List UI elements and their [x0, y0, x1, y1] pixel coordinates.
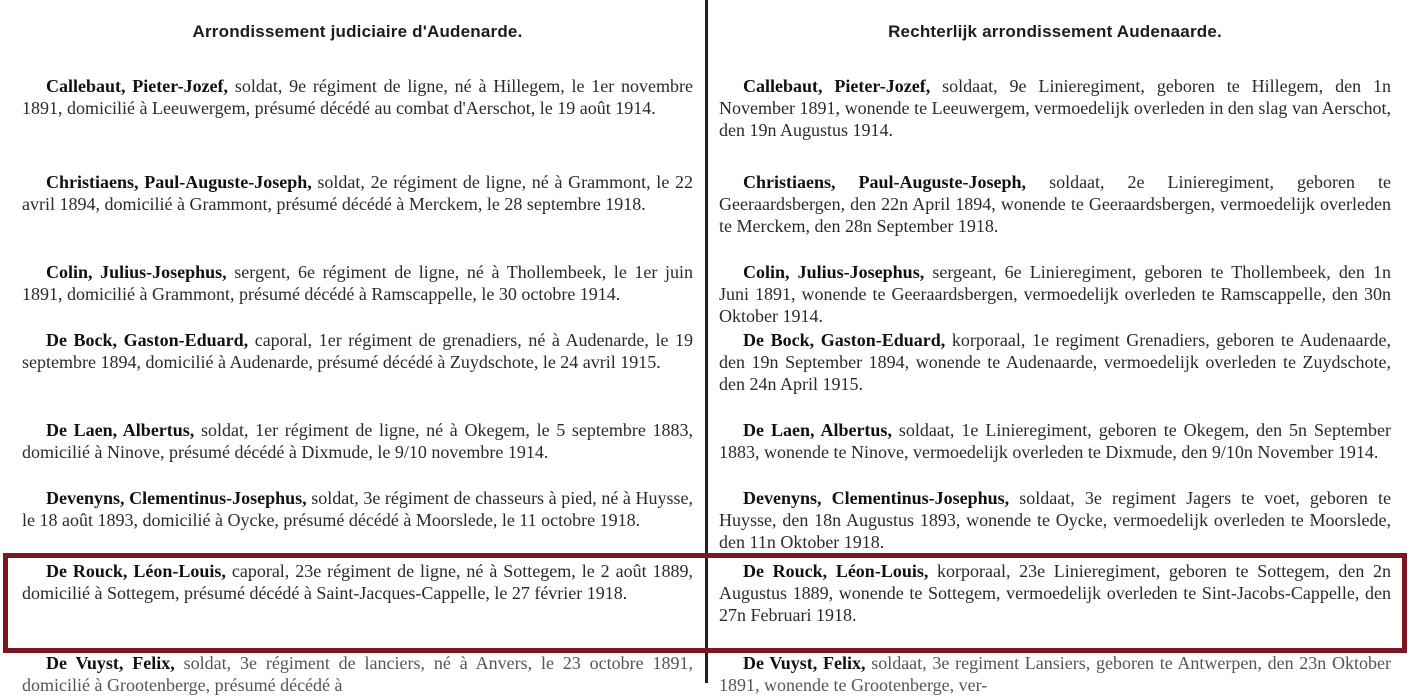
french-entry-de-bock — [22, 329, 693, 373]
entry-text: caporal, 1er régiment de grenadiers, né à Audenarde, le 19 septembre 1894, domicilié à Audenarde, présumé décédé à Zuydschote, le 24 avril 1915. — [22, 330, 694, 372]
dutch-entry-callebaut — [719, 75, 1391, 141]
entry-name: De Laen, Albertus, — [743, 420, 892, 440]
entry-name: Christiaens, Paul-Auguste-Joseph, — [743, 172, 1027, 192]
french-title: Arrondissement judiciaire d'Audenarde. — [192, 22, 523, 41]
french-entry-de-vuyst — [22, 652, 693, 696]
french-entry-colin — [22, 261, 693, 305]
entry-name: De Vuyst, Felix, — [743, 653, 866, 673]
french-entry-callebaut — [22, 75, 693, 119]
dutch-entry-colin — [719, 261, 1391, 327]
entry-text: soldat, 1er régiment de ligne, né à Okegem, le 5 septembre 1883, domicilié à Ninove, présumé décédé à Dixmude, le 9/10 novembre 1914. — [22, 420, 694, 462]
entry-name: De Bock, Gaston-Eduard, — [743, 330, 946, 350]
entry-name: De Laen, Albertus, — [46, 420, 195, 440]
entry-text: caporal, 23e régiment de ligne, né à Sottegem, le 2 août 1889, domicilié à Sottegem, présumé décédé à Saint-Jacques-Cappelle, le 27 février 1918. — [22, 561, 694, 603]
entry-name: De Vuyst, Felix, — [46, 653, 175, 673]
dutch-entry-de-rouck — [719, 560, 1391, 626]
dutch-entry-de-laen — [719, 419, 1391, 463]
entry-text: soldat, 3e régiment de chasseurs à pied, né à Huysse, le 18 août 1893, domicilié à Oycke, présumé décédé à Moorslede, le 11 octobre 1918. — [22, 488, 694, 530]
entry-name: Christiaens, Paul-Auguste-Joseph, — [46, 172, 312, 192]
entry-name: De Bock, Gaston-Eduard, — [46, 330, 249, 350]
entry-name: Callebaut, Pieter-Jozef, — [46, 76, 229, 96]
dutch-entry-de-vuyst — [719, 652, 1391, 696]
entry-name: Colin, Julius-Josephus, — [743, 262, 925, 282]
entry-text: korporaal, 1e regiment Grenadiers, geboren te Audenaarde, den 19n September 1894, wonende te Audenaarde, vermoedelijk overleden te Zuydschote, den 24n April 1915. — [719, 330, 1391, 394]
entry-name: De Rouck, Léon-Louis, — [46, 561, 226, 581]
entry-text: soldaat, 2e Linieregiment, geboren te Geeraardsbergen, den 22n April 1894, wonende te Geeraardsbergen, vermoedelijk overleden te Merckem, den 28n September 1918. — [719, 172, 1392, 236]
french-entry-de-rouck — [22, 560, 693, 604]
entry-text: soldaat, 9e Linieregiment, geboren te Hillegem, den 1n November 1891, wonende te Leeuwergem, vermoedelijk overleden in den slag van Aerschot, den 19n Augustus 1914. — [719, 76, 1392, 140]
dutch-entry-devenyns — [719, 487, 1391, 553]
entry-name: De Rouck, Léon-Louis, — [743, 561, 929, 581]
dutch-entry-christiaens — [719, 171, 1391, 237]
entry-text: soldat, 9e régiment de ligne, né à Hillegem, le 1er novembre 1891, domicilié à Leeuwergem, présumé décédé au combat d'Aerschot, le 19 août 1914. — [22, 76, 693, 118]
dutch-entry-de-bock — [719, 329, 1391, 395]
entry-name: Colin, Julius-Josephus, — [46, 262, 227, 282]
column-divider — [705, 0, 708, 683]
french-entry-de-laen — [22, 419, 693, 463]
entry-text: soldaat, 3e regiment Jagers te voet, geboren te Huysse, den 18n Augustus 1893, wonende te Oycke, vermoedelijk overleden te Moorslede, den 11n Oktober 1918. — [719, 488, 1391, 552]
french-entry-devenyns — [22, 487, 693, 531]
entry-text: soldaat, 3e regiment Lansiers, geboren te Antwerpen, den 23n Oktober 1891, wonende te Grootenberge, ver- — [719, 653, 1392, 695]
entry-text: sergeant, 6e Linieregiment, geboren te Thollembeek, den 1n Juni 1891, wonende te Geeraardsbergen, vermoedelijk overleden te Ramscappelle, den 30n Oktober 1914. — [719, 262, 1391, 326]
french-entry-christiaens — [22, 171, 693, 215]
entry-text: korporaal, 23e Linieregiment, geboren te Sottegem, den 2n Augustus 1889, wonende te Sottegem, vermoedelijk overleden te Sint-Jacobs-Cappelle, den 27n Februari 1918. — [719, 561, 1391, 625]
dutch-title: Rechterlijk arrondissement Audenaarde. — [888, 22, 1222, 41]
entry-text: soldat, 3e régiment de lanciers, né à Anvers, le 23 octobre 1891, domicilié à Grootenberge, présumé décédé à — [22, 653, 694, 695]
entry-name: Callebaut, Pieter-Jozef, — [743, 76, 931, 96]
entry-name: Devenyns, Clementinus-Josephus, — [46, 488, 307, 508]
entry-text: sergent, 6e régiment de ligne, né à Thollembeek, le 1er juin 1891, domicilié à Grammont, présumé décédé à Ramscappelle, le 30 octobre 1914. — [22, 262, 693, 304]
entry-text: soldat, 2e régiment de ligne, né à Grammont, le 22 avril 1894, domicilié à Grammont, présumé décédé à Merckem, le 28 septembre 1918. — [22, 172, 693, 214]
entry-text: soldaat, 1e Linieregiment, geboren te Okegem, den 5n September 1883, wonende te Ninove, vermoedelijk overleden te Dixmude, den 9/10n November 1914. — [719, 420, 1391, 462]
entry-name: Devenyns, Clementinus-Josephus, — [743, 488, 1010, 508]
